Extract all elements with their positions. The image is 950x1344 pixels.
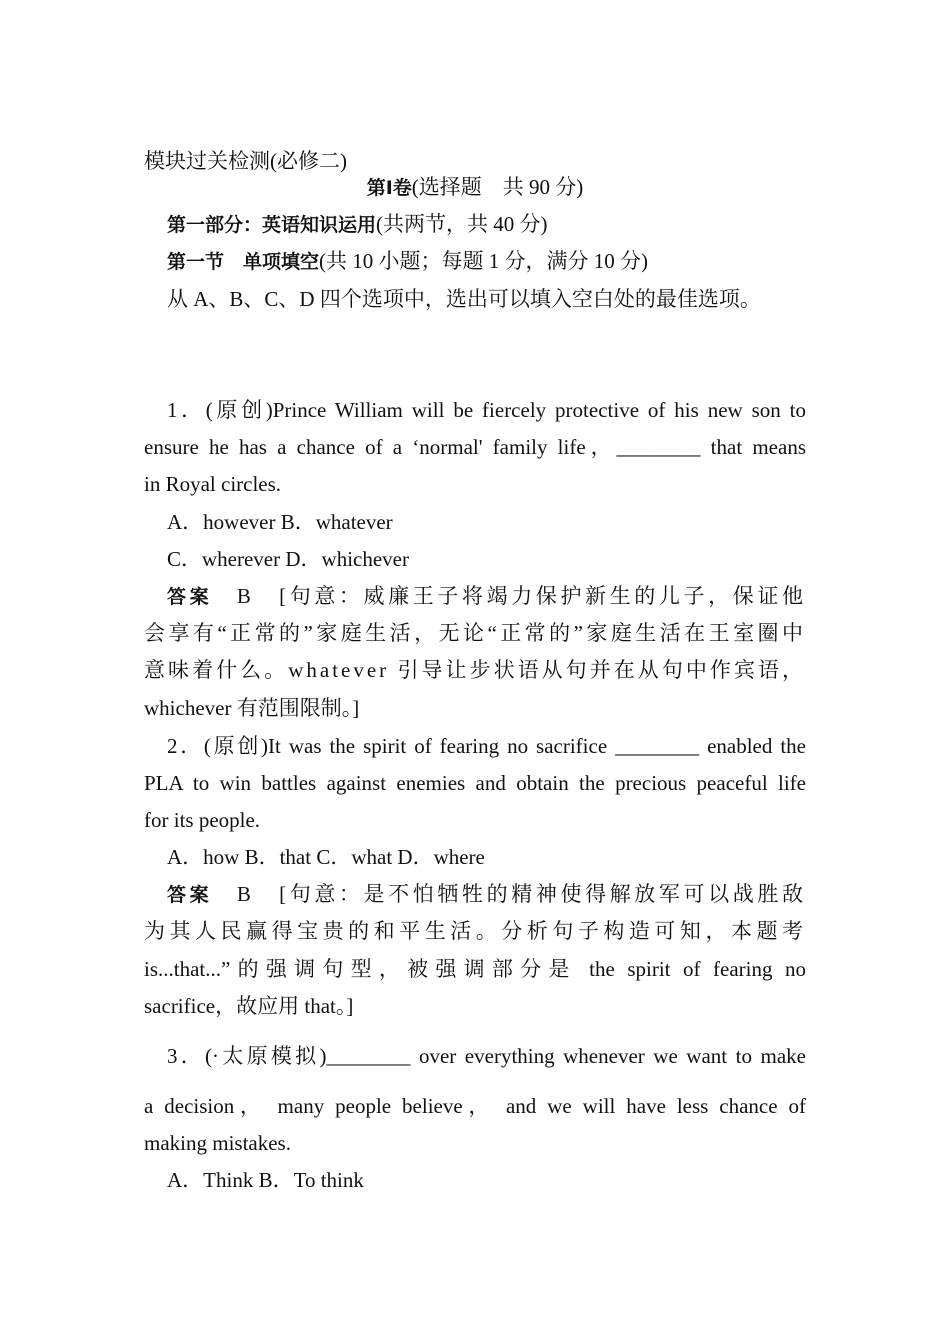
question-3-line-1: 3．(·太原模拟)________ over everything whenever we want to make xyxy=(167,1044,806,1068)
question-2-line-1: 2．(原创)It was the spirit of fearing no sacrifice ________ enabled the xyxy=(167,734,806,758)
question-2-answer-line-1 xyxy=(167,880,806,908)
volume-heading xyxy=(0,173,950,201)
question-2-answer-line-3: is...that...”的强调句型，被强调部分是 the spirit of fearing no xyxy=(144,957,806,981)
answer-label: 答案 xyxy=(167,586,213,608)
question-2-answer-line-4: sacrifice，故应用 that。] xyxy=(144,994,354,1018)
answer-label: 答案 xyxy=(167,884,213,906)
question-1-answer-line-2: 会享有“正常的”家庭生活，无论“正常的”家庭生活在王室圈中 xyxy=(144,621,806,645)
section-heading-bold: 第一节 单项填空 xyxy=(167,251,320,273)
question-3-line-2: a decision， many people believe， and we will have less chance of xyxy=(144,1094,806,1118)
question-3-options-1: A．Think B．To think xyxy=(167,1168,364,1192)
volume-heading-bold: 第Ⅰ卷 xyxy=(366,177,412,199)
question-1-options-2: C．wherever D．whichever xyxy=(167,547,409,571)
instruction: 从 A、B、C、D 四个选项中，选出可以填入空白处的最佳选项。 xyxy=(167,287,761,311)
volume-heading-rest: (选择题 共 90 分) xyxy=(411,175,584,199)
question-1-answer-line-3: 意味着什么。whatever 引导让步状语从句并在从句中作宾语， xyxy=(144,658,806,682)
question-1-options-1: A．however B．whatever xyxy=(167,510,393,534)
question-2-answer-line-2: 为其人民赢得宝贵的和平生活。分析句子构造可知，本题考 xyxy=(144,919,806,943)
question-2-line-2: PLA to win battles against enemies and obtain the precious peaceful life xyxy=(144,771,806,795)
answer-text: B [句意：威廉王子将竭力保护新生的儿子，保证他 xyxy=(236,584,806,608)
question-2-line-3: for its people. xyxy=(144,808,261,832)
part-heading-rest: (共两节，共 40 分) xyxy=(376,212,548,236)
question-1-line-2: ensure he has a chance of a ‘normal' family life，________ that means xyxy=(144,435,806,459)
part-heading xyxy=(167,210,806,238)
section-heading-rest: (共 10 小题；每题 1 分，满分 10 分) xyxy=(319,249,649,273)
part-heading-bold: 第一部分：英语知识运用 xyxy=(167,214,377,236)
answer-text: B [句意：是不怕牺牲的精神使得解放军可以战胜敌 xyxy=(236,882,806,906)
question-1-answer-line-4: whichever 有范围限制。] xyxy=(144,696,360,720)
question-2-options-1: A．how B．that C．what D．where xyxy=(167,845,485,869)
question-1-answer-line-1 xyxy=(167,582,806,610)
module-title: 模块过关检测(必修二) xyxy=(144,149,347,173)
question-1-line-1: 1．(原创)Prince William will be fiercely protective of his new son to xyxy=(167,398,806,422)
question-3-line-3: making mistakes. xyxy=(144,1131,291,1155)
section-heading xyxy=(167,247,806,275)
question-1-line-3: in Royal circles. xyxy=(144,472,282,496)
